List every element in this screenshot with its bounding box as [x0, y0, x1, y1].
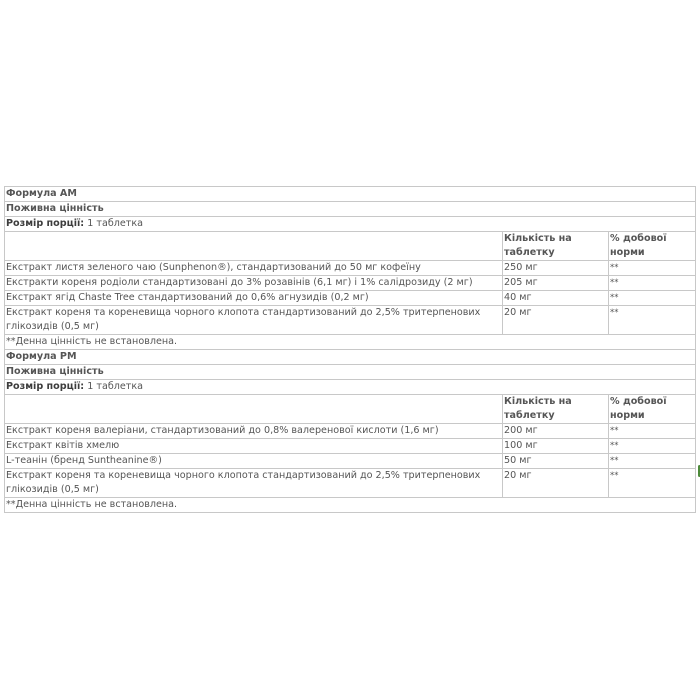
nutrition-title: Поживна цінність — [5, 365, 696, 380]
nutrition-title: Поживна цінність — [5, 202, 696, 217]
nutrition-facts-table — [4, 186, 696, 513]
serving-size-row — [5, 380, 696, 395]
serving-size-label: Розмір порції: — [6, 381, 85, 392]
ingredient-amount: 250 мг — [503, 261, 609, 276]
column-header-row — [5, 232, 696, 261]
serving-size-value: 1 таблетка — [84, 381, 144, 392]
nutrition-facts-container — [4, 186, 695, 513]
table-row — [5, 291, 696, 306]
ingredient-name: Екстракт ягід Chaste Tree стандартизований до 0,6% агнузидів (0,2 мг) — [5, 291, 503, 306]
ingredient-dv: ** — [609, 261, 696, 276]
serving-size-row — [5, 217, 696, 232]
ingredient-name: L-теанін (бренд Suntheanine®) — [5, 454, 503, 469]
ingredient-amount: 50 мг — [503, 454, 609, 469]
table-row — [5, 469, 696, 498]
footnote: **Денна цінність не встановлена. — [5, 335, 696, 350]
table-row — [5, 261, 696, 276]
formula-pm-title-row — [5, 350, 696, 365]
nutrition-title-row — [5, 202, 696, 217]
table-row — [5, 306, 696, 335]
serving-size — [5, 380, 696, 395]
nutrition-title-row — [5, 365, 696, 380]
column-header-row — [5, 395, 696, 424]
footnote: **Денна цінність не встановлена. — [5, 498, 696, 513]
header-daily-value: % добової норми — [609, 395, 696, 424]
table-row — [5, 276, 696, 291]
formula-title: Формула PM — [5, 350, 696, 365]
table-row — [5, 454, 696, 469]
ingredient-amount: 40 мг — [503, 291, 609, 306]
ingredient-name: Екстракти кореня родіоли стандартизовані до 3% розавінів (6,1 мг) і 1% салідрозиду (2 мг) — [5, 276, 503, 291]
header-empty-cell — [5, 395, 503, 424]
ingredient-name: Екстракт квітів хмелю — [5, 439, 503, 454]
header-amount: Кількість на таблетку — [503, 232, 609, 261]
table-row — [5, 439, 696, 454]
ingredient-dv: ** — [609, 424, 696, 439]
ingredient-dv: ** — [609, 439, 696, 454]
ingredient-dv: ** — [609, 454, 696, 469]
ingredient-amount: 205 мг — [503, 276, 609, 291]
footnote-row — [5, 335, 696, 350]
serving-size-label: Розмір порції: — [6, 218, 85, 229]
formula-title: Формула AM — [5, 187, 696, 202]
ingredient-amount: 200 мг — [503, 424, 609, 439]
ingredient-amount: 100 мг — [503, 439, 609, 454]
header-daily-value: % добової норми — [609, 232, 696, 261]
ingredient-name: Екстракт кореня та кореневища чорного клопота стандартизований до 2,5% тритерпенових глікозидів (0,5 мг) — [5, 306, 503, 335]
ingredient-name: Екстракт листя зеленого чаю (Sunphenon®), стандартизований до 50 мг кофеїну — [5, 261, 503, 276]
serving-size — [5, 217, 696, 232]
header-empty-cell — [5, 232, 503, 261]
ingredient-name: Екстракт кореня та кореневища чорного клопота стандартизований до 2,5% тритерпенових глікозидів (0,5 мг) — [5, 469, 503, 498]
ingredient-amount: 20 мг — [503, 469, 609, 498]
ingredient-name: Екстракт кореня валеріани, стандартизований до 0,8% валеренової кислоти (1,6 мг) — [5, 424, 503, 439]
formula-am-title-row — [5, 187, 696, 202]
footnote-row — [5, 498, 696, 513]
ingredient-dv: ** — [609, 291, 696, 306]
ingredient-dv: ** — [609, 469, 696, 498]
ingredient-dv: ** — [609, 276, 696, 291]
header-amount: Кількість на таблетку — [503, 395, 609, 424]
ingredient-dv: ** — [609, 306, 696, 335]
serving-size-value: 1 таблетка — [84, 218, 144, 229]
table-row — [5, 424, 696, 439]
ingredient-amount: 20 мг — [503, 306, 609, 335]
